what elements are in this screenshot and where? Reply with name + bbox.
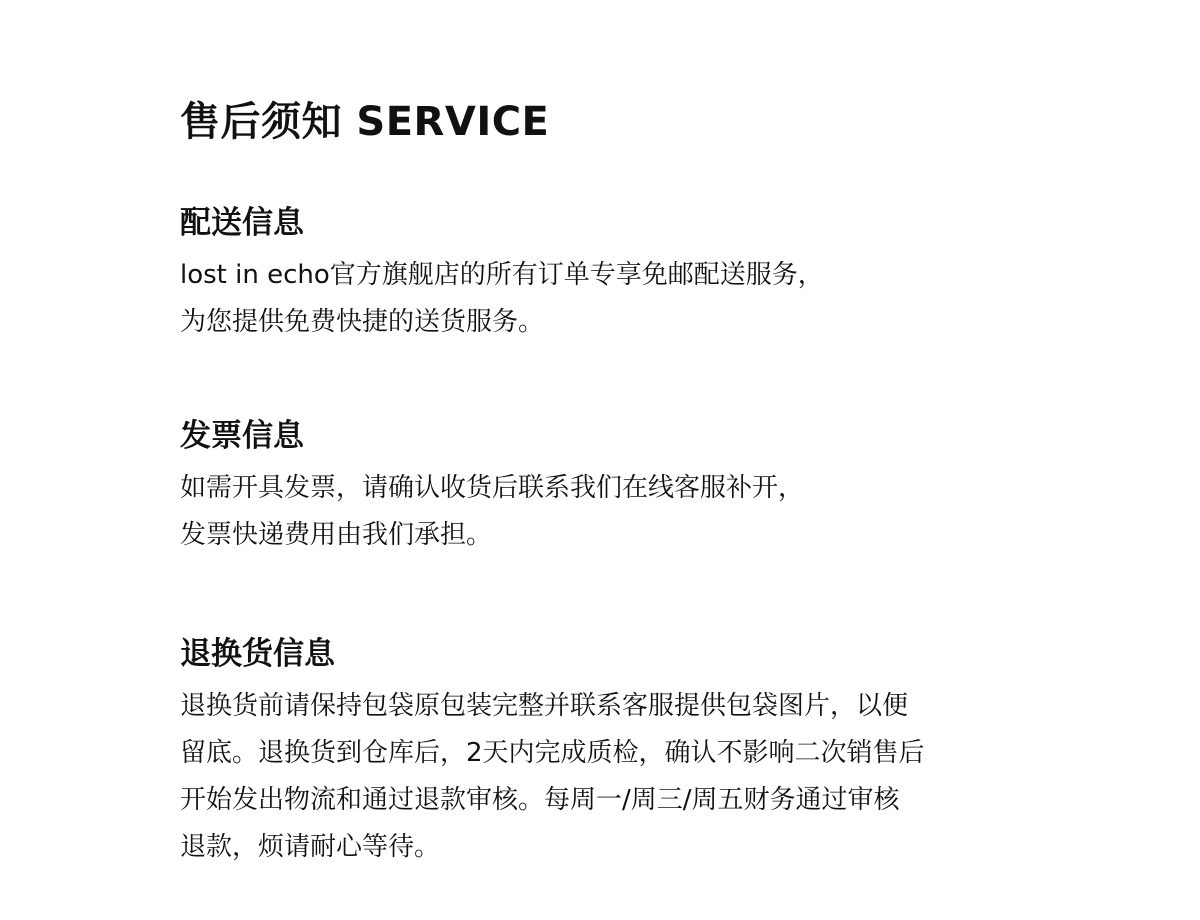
paragraph-line: lost in echo官方旗舰店的所有订单专享免邮配送服务，	[180, 260, 824, 290]
section-heading-return-exchange: 退换货信息	[180, 636, 335, 672]
paragraph-line: 发票快递费用由我们承担。	[180, 520, 493, 550]
invoice-info-body	[180, 465, 1040, 559]
paragraph-line: 如需开具发票，请确认收货后联系我们在线客服补开，	[180, 473, 805, 503]
paragraph-line: 留底。退换货到仓库后，2天内完成质检，确认不影响二次销售后	[180, 738, 925, 768]
paragraph-line: 退换货前请保持包袋原包装完整并联系客服提供包袋图片，以便	[180, 691, 909, 721]
section-heading-delivery: 配送信息	[180, 205, 304, 241]
paragraph-line: 退款，烦请耐心等待。	[180, 832, 441, 862]
delivery-info-body	[180, 252, 1040, 346]
paragraph-line: 开始发出物流和通过退款审核。每周一/周三/周五财务通过审核	[180, 785, 900, 815]
return-exchange-info-body	[180, 683, 1040, 871]
return-exchange-info-section	[180, 634, 1040, 871]
page-title: 售后须知 SERVICE	[180, 99, 550, 145]
invoice-info-section	[180, 416, 1040, 559]
delivery-info-section	[180, 203, 1040, 346]
paragraph-line: 为您提供免费快捷的送货服务。	[180, 307, 545, 337]
section-heading-invoice: 发票信息	[180, 418, 304, 454]
